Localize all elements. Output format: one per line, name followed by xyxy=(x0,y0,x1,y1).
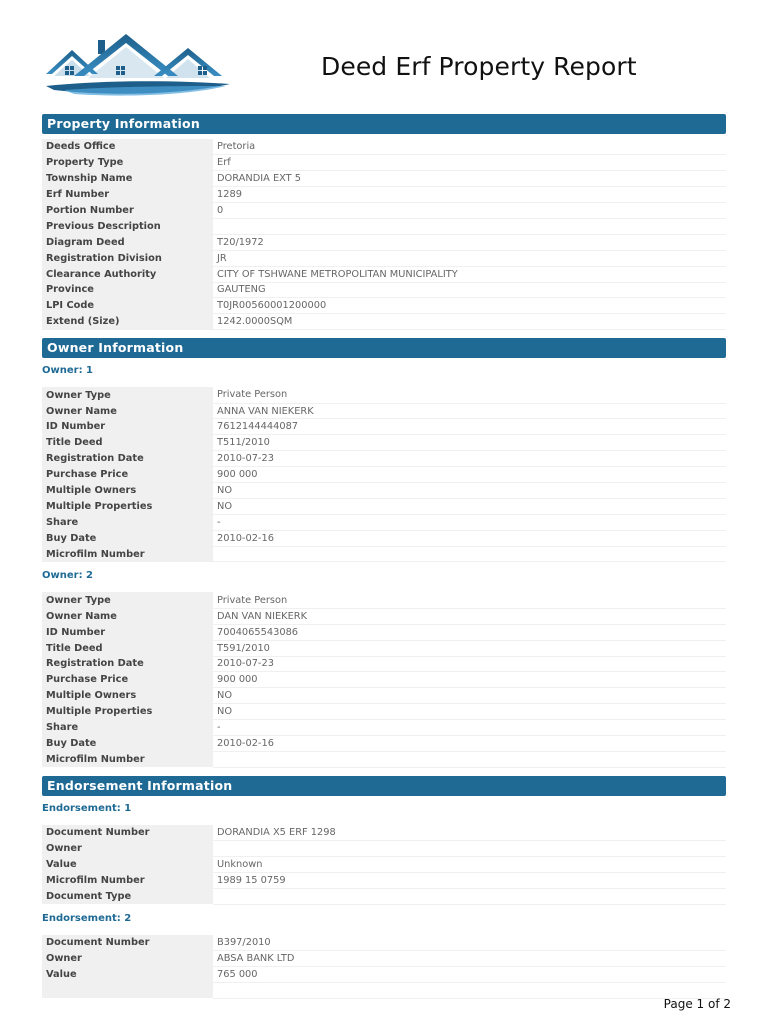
table-row xyxy=(42,298,726,314)
field-value: 2010-02-16 xyxy=(213,736,726,752)
table-row xyxy=(42,592,726,608)
field-value: 1989 15 0759 xyxy=(213,872,726,888)
field-label: Registration Date xyxy=(42,656,213,672)
field-value xyxy=(213,982,726,998)
field-label: Portion Number xyxy=(42,203,213,219)
field-value: 1289 xyxy=(213,187,726,203)
field-value: NO xyxy=(213,704,726,720)
field-label: Registration Date xyxy=(42,451,213,467)
field-label: Document Number xyxy=(42,935,213,951)
field-value: 2010-02-16 xyxy=(213,530,726,546)
field-value: GAUTENG xyxy=(213,282,726,298)
property-table xyxy=(42,139,726,330)
table-row xyxy=(42,403,726,419)
field-value: ANNA VAN NIEKERK xyxy=(213,403,726,419)
endorsement-1-heading: Endorsement: 1 xyxy=(42,802,132,814)
field-value: NO xyxy=(213,688,726,704)
field-label: Owner Name xyxy=(42,403,213,419)
table-row xyxy=(42,266,726,282)
field-value: - xyxy=(213,720,726,736)
field-value: NO xyxy=(213,498,726,514)
field-value: B397/2010 xyxy=(213,935,726,951)
field-value: JR xyxy=(213,250,726,266)
owner-1-heading: Owner: 1 xyxy=(42,365,94,377)
field-value: DAN VAN NIEKERK xyxy=(213,608,726,624)
endorsement-1-table xyxy=(42,825,726,905)
table-row xyxy=(42,171,726,187)
field-value: T591/2010 xyxy=(213,640,726,656)
table-row xyxy=(42,872,726,888)
field-value: 1242.0000SQM xyxy=(213,314,726,330)
table-row xyxy=(42,451,726,467)
field-label: Purchase Price xyxy=(42,672,213,688)
table-row xyxy=(42,640,726,656)
field-label: Purchase Price xyxy=(42,467,213,483)
field-value: CITY OF TSHWANE METROPOLITAN MUNICIPALITY xyxy=(213,266,726,282)
field-label: Title Deed xyxy=(42,640,213,656)
field-label: Owner xyxy=(42,841,213,857)
field-label: Owner Type xyxy=(42,592,213,608)
field-label: Deeds Office xyxy=(42,139,213,155)
field-label: Multiple Properties xyxy=(42,704,213,720)
field-label: ID Number xyxy=(42,419,213,435)
field-value xyxy=(213,546,726,562)
field-value: 765 000 xyxy=(213,967,726,983)
table-row xyxy=(42,498,726,514)
field-label: Buy Date xyxy=(42,530,213,546)
owner-section-heading: Owner Information xyxy=(42,338,726,358)
table-row xyxy=(42,951,726,967)
endorsement-section-heading: Endorsement Information xyxy=(42,776,726,796)
field-label: Share xyxy=(42,514,213,530)
table-row xyxy=(42,841,726,857)
field-value: Private Person xyxy=(213,592,726,608)
table-row xyxy=(42,656,726,672)
table-row xyxy=(42,218,726,234)
field-label: Property Type xyxy=(42,155,213,171)
report-title: Deed Erf Property Report xyxy=(321,52,637,81)
owner-1-table xyxy=(42,387,726,562)
field-value: DORANDIA EXT 5 xyxy=(213,171,726,187)
field-label: Microfilm Number xyxy=(42,751,213,767)
field-value xyxy=(213,751,726,767)
table-row xyxy=(42,546,726,562)
field-value: 900 000 xyxy=(213,672,726,688)
field-value: 0 xyxy=(213,203,726,219)
report-content xyxy=(42,114,726,999)
table-row xyxy=(42,888,726,904)
table-row xyxy=(42,314,726,330)
field-label: Value xyxy=(42,857,213,873)
house-logo-icon xyxy=(44,30,230,98)
field-label: Share xyxy=(42,720,213,736)
table-row xyxy=(42,688,726,704)
field-value: - xyxy=(213,514,726,530)
endorsement-2-table xyxy=(42,935,726,999)
table-row xyxy=(42,467,726,483)
field-value: NO xyxy=(213,483,726,499)
owner-2-heading: Owner: 2 xyxy=(42,570,94,582)
table-row xyxy=(42,234,726,250)
table-row xyxy=(42,435,726,451)
field-label: Township Name xyxy=(42,171,213,187)
table-row xyxy=(42,967,726,983)
field-value: 2010-07-23 xyxy=(213,451,726,467)
field-label xyxy=(42,982,213,998)
field-label: Owner xyxy=(42,951,213,967)
table-row xyxy=(42,935,726,951)
field-label: Extend (Size) xyxy=(42,314,213,330)
field-label: Owner Name xyxy=(42,608,213,624)
field-value: T0JR00560001200000 xyxy=(213,298,726,314)
field-value xyxy=(213,218,726,234)
table-row xyxy=(42,720,726,736)
field-value: Pretoria xyxy=(213,139,726,155)
field-label: Owner Type xyxy=(42,387,213,403)
table-row xyxy=(42,419,726,435)
table-row xyxy=(42,624,726,640)
table-row xyxy=(42,155,726,171)
table-row xyxy=(42,530,726,546)
field-value xyxy=(213,841,726,857)
field-label: Multiple Owners xyxy=(42,688,213,704)
page-number: Page 1 of 2 xyxy=(663,997,731,1011)
field-label: Document Number xyxy=(42,825,213,841)
field-label: Microfilm Number xyxy=(42,872,213,888)
table-row xyxy=(42,483,726,499)
table-row xyxy=(42,139,726,155)
field-value: Erf xyxy=(213,155,726,171)
field-label: Registration Division xyxy=(42,250,213,266)
table-row xyxy=(42,672,726,688)
owner-2-table xyxy=(42,592,726,767)
endorsement-2-heading: Endorsement: 2 xyxy=(42,912,132,924)
table-row xyxy=(42,187,726,203)
field-value: ABSA BANK LTD xyxy=(213,951,726,967)
field-value: DORANDIA X5 ERF 1298 xyxy=(213,825,726,841)
field-value: 7612144444087 xyxy=(213,419,726,435)
field-label: Title Deed xyxy=(42,435,213,451)
field-label: ID Number xyxy=(42,624,213,640)
field-label: Erf Number xyxy=(42,187,213,203)
field-label: Multiple Owners xyxy=(42,483,213,499)
field-label: Clearance Authority xyxy=(42,266,213,282)
field-label: Value xyxy=(42,967,213,983)
field-label: Buy Date xyxy=(42,736,213,752)
field-value: Unknown xyxy=(213,857,726,873)
table-row xyxy=(42,203,726,219)
table-row xyxy=(42,514,726,530)
field-value: T511/2010 xyxy=(213,435,726,451)
table-row xyxy=(42,704,726,720)
field-label: LPI Code xyxy=(42,298,213,314)
field-value: 900 000 xyxy=(213,467,726,483)
field-label: Diagram Deed xyxy=(42,234,213,250)
table-row xyxy=(42,982,726,998)
property-section-heading: Property Information xyxy=(42,114,726,134)
field-value: 7004065543086 xyxy=(213,624,726,640)
table-row xyxy=(42,608,726,624)
field-label: Microfilm Number xyxy=(42,546,213,562)
field-label: Previous Description xyxy=(42,218,213,234)
table-row xyxy=(42,857,726,873)
table-row xyxy=(42,736,726,752)
field-value: 2010-07-23 xyxy=(213,656,726,672)
field-value: Private Person xyxy=(213,387,726,403)
field-value: T20/1972 xyxy=(213,234,726,250)
table-row xyxy=(42,751,726,767)
table-row xyxy=(42,387,726,403)
report-header xyxy=(0,0,768,108)
field-label: Document Type xyxy=(42,888,213,904)
table-row xyxy=(42,825,726,841)
table-row xyxy=(42,282,726,298)
field-label: Multiple Properties xyxy=(42,498,213,514)
table-row xyxy=(42,250,726,266)
field-label: Province xyxy=(42,282,213,298)
field-value xyxy=(213,888,726,904)
